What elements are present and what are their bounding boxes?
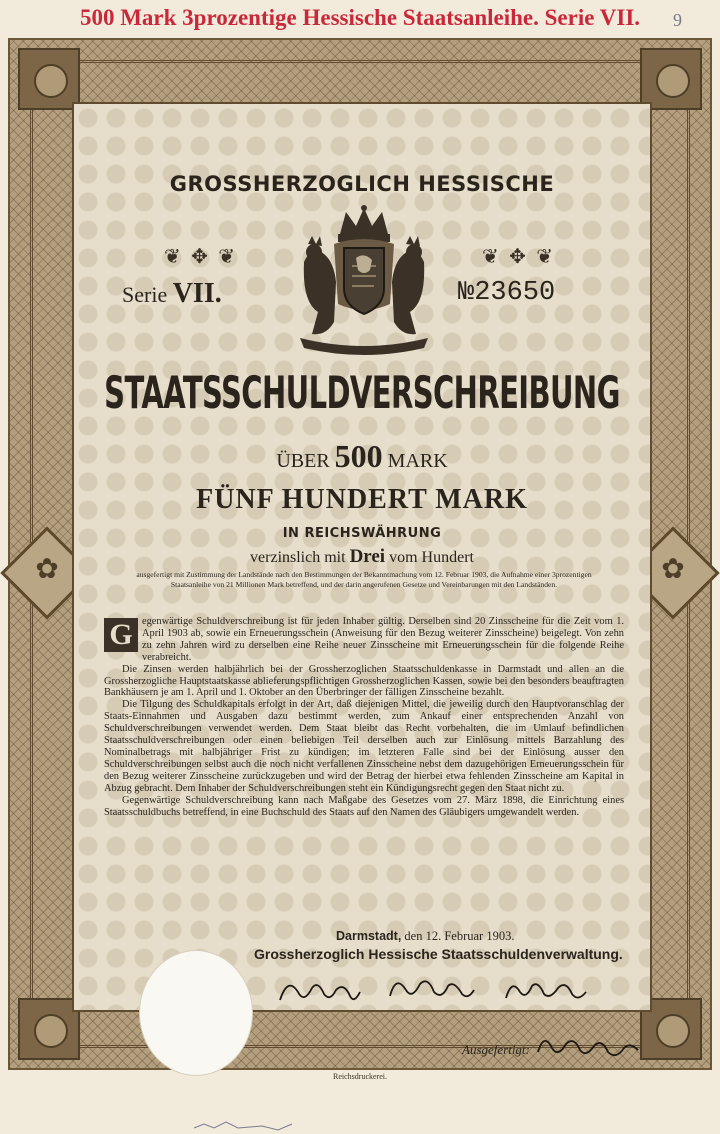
mark-word: MARK <box>387 450 448 472</box>
issue-date: den 12. Februar 1903. <box>404 929 515 943</box>
interest-line <box>74 546 650 568</box>
flourish-ornament-icon: ❦ ✥ ❦ <box>482 244 555 268</box>
terms-text <box>104 616 624 818</box>
terms-paragraph <box>104 616 624 664</box>
interest-post: vom Hundert <box>389 549 474 566</box>
issuer-heading: GROSSHERZOGLICH HESSISCHE <box>169 172 555 196</box>
pencil-mark: 9 <box>673 10 682 30</box>
coat-of-arms-icon <box>290 204 438 362</box>
preamble-text: ausgefertigt mit Zustimmung der Landstände nach den Bestimmungen der Bekanntmachung vom 12. Februar 1903, die Aufnahme einer 3prozentigen Staatsanleihe von 21 Millionen Mark betreffend, und der darin angerufenen Gesetze und Vereinbarungen mit den Landständen. <box>136 570 592 589</box>
interest-rate-word: Drei <box>349 546 386 567</box>
corner-ornament-icon <box>640 48 702 110</box>
serie-number: VII. <box>172 278 222 309</box>
serie-label <box>122 278 222 310</box>
certificate-number <box>458 278 555 308</box>
countersignature-icon <box>534 1030 644 1064</box>
seal-area <box>139 950 253 1076</box>
place: Darmstadt, <box>336 929 402 943</box>
document-title: STAATSSCHULDVERSCHREIBUNG <box>104 366 620 419</box>
interest-pre: verzinslich mit <box>250 549 346 566</box>
amount-in-words: FÜNF HUNDERT MARK <box>196 484 528 515</box>
bond-certificate <box>8 38 712 1070</box>
terms-paragraph: Die Tilgung des Schuldkapitals erfolgt in der Art, daß diejenigen Mittel, die jeweilig durch den Hauptvoranschlag der Staats-Einnahmen und Ausgaben dazu bestimmt werden, zum Ankauf einer entsprechenden Anzahl von Schuldverschreibungen verwendet werden. Dem Staat bleibt das Recht vorbehalten, die im Umlauf befindlichen Staatsschuldverschreibungen oder einen beliebigen Teil derselben auch zur Einlösung mittels Barzahlung des Nominalbetrags mit halbjähriger Frist zu kündigen; im letzteren Falle sind bei der Einlösung ausser den Schuldverschreibungen selbst auch die noch nicht verfallenen Zinsscheine nebst dem dazugehörigen Erneuerungsschein für den Bezug weiterer Zinsscheine zurückzugeben und wird der Betrag der hierbei etwa fehlenden Zinsscheine am Kapital in Abzug gebracht. Dem Inhaber der Schuldverschreibungen steht ein Kündigungsrecht gegen den Staat nicht zu. <box>104 699 624 794</box>
flourish-ornament-icon: ❦ ✥ ❦ <box>164 244 237 268</box>
pencil-note-icon <box>192 1118 312 1134</box>
terms-paragraph: Die Zinsen werden halbjährlich bei der Grossherzoglichen Staatsschuldenkasse in Darmstadt und allen an die Grossherzogliche Hauptstaatskasse ablieferungspflichtigen Grossherzoglichen Kassen, sowie bei den besonders beauftragten Bankhäusern je am 1. April und 1. Oktober an den Überbringer der fälligen Zinsscheine bezahlt. <box>104 663 624 699</box>
number-sign: № <box>458 278 475 308</box>
terms-paragraph-text: egenwärtige Schuldverschreibung ist für jeden Inhaber gültig. Derselben sind 20 Zinsscheine für die Zeit vom 1. April 1903 ab, sowie ein Erneuerungsschein (Anweisung für den Bezug weiterer Zinsscheine) beigelegt. Von zehn zu zehn Jahren wird zu derselben eine Reihe neuer Zinsscheine mit Erneuerungsschein für die folgende Reihe verabreicht. <box>142 616 624 663</box>
ausgefertigt-label: Ausgefertigt: <box>462 1042 530 1057</box>
top-caption <box>0 0 720 36</box>
dropcap-letter: G <box>104 618 138 652</box>
serie-word: Serie <box>122 282 168 307</box>
issuing-authority: Grossherzoglich Hessische Staatsschuldenverwaltung. <box>254 946 623 962</box>
official-signatures-icon <box>274 970 604 1014</box>
top-caption-text: 500 Mark 3prozentige Hessische Staatsanleihe. Serie VII. <box>79 5 641 30</box>
number-value: 23650 <box>474 278 556 308</box>
face-value-line <box>74 438 650 475</box>
certificate-panel <box>72 102 652 1057</box>
terms-paragraph: Gegenwärtige Schuldverschreibung kann nach Maßgabe des Gesetzes vom 27. März 1898, die Einrichtung eines Staatsschuldbuchs betreffend, in eine Buchschuld des Staats auf den Namen des Gläubigers umgewandelt werden. <box>104 794 624 818</box>
currency-line: IN REICHSWÄHRUNG <box>282 526 442 541</box>
corner-ornament-icon <box>18 998 80 1060</box>
place-date <box>336 929 514 944</box>
corner-ornament-icon <box>18 48 80 110</box>
printer-credit: Reichsdruckerei. <box>333 1072 387 1081</box>
ueber-word: ÜBER <box>276 450 330 472</box>
face-value-amount: 500 <box>334 438 383 474</box>
